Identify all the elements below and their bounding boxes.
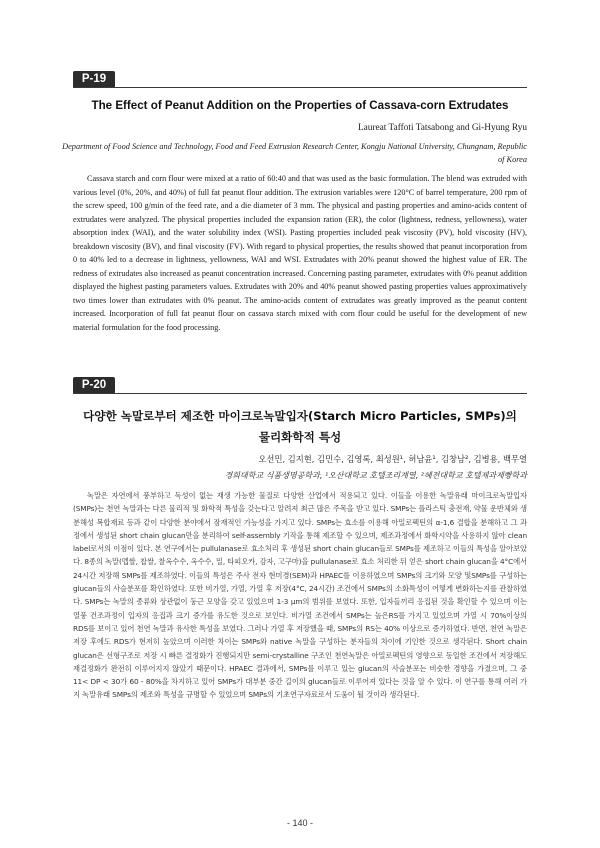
authors-p19: Laureat Taffoti Tatsabong and Gi-Hyung Ryu bbox=[358, 123, 527, 133]
abstract-badge-p20: P-20 bbox=[73, 377, 115, 394]
authors-p20: 오선민, 김지현, 김민수, 김영록, 최성원¹, 허남윤¹, 김창남², 김병용, 백무열 bbox=[258, 454, 527, 464]
section-divider bbox=[73, 87, 527, 88]
abstract-badge-p19: P-19 bbox=[73, 71, 115, 88]
abstract-title-p20-line2: 물리화학적 특성 bbox=[258, 430, 342, 444]
page-number: - 140 - bbox=[286, 818, 313, 828]
abstract-title-p19: The Effect of Peanut Addition on the Properties of Cassava-corn Extrudates bbox=[91, 99, 509, 112]
abstract-body-p20: 녹말은 자연에서 풍부하고 독성이 없는 재생 가능한 물질로 다양한 산업에서 적용되고 있다. 이들을 이용한 녹말유래 마이크로녹말입자(SMPs)는 천연 녹말과는 다른 물리적 및 화학적 특성을 갖는다고 알려져 최근 많은 주목을 받고 있다. SMPs는 플라스틱 충전재, 약물 운반체와 생분해성 복합재료 등과 같이 다양한 분야에서 잠재적인 가능성을 가지고 있다. SMPs는 효소를 이용해 아밀로펙틴의 α-1,6 결합을 분해하고 그 과정에서 생성된 short chain glucan만을 분리하여 self-assembly 기작을 통해 제조할 수 있으며, 제조과정에서 화학시약을 사용하지 않아 clean label로서의 이점이 있다. 본 연구에서는 pullulanase로 효소처리 후 생성된 short chain glucan들로 SMPs를 제조하고 이들의 특성을 알아보았다. 8종의 녹말(멥쌀, 찹쌀, 찰옥수수, 옥수수, 밀, 타피오카, 감자, 고구마)을 pullulanase로 효소 처리한 뒤 얻은 short chain glucan을 4°C에서 24시간 저장해 SMPs를 제조하였다. 이들의 특성은 주사 전자 현미경(SEM)과 HPAEC를 이용하였으며 SMPs의 크기와 모양 및SMPs를 구성하는 glucan들의 사슬분포를 확인하였다. 또한 비가열, 가열, 가열 후 저장(4°C, 24시간) 조건에서 SMPs의 소화특성이 어떻게 변화하는지를 관찰하였다. SMPs는 녹말의 종류와 상관없이 둥근 모양을 갖고 있었으며 1-3 μm의 범위를 보였다. 또한, 입자들끼리 응집된 것을 확인할 수 있으며 이는열풍 건조과정이 입자의 응집과 크기 증가를 유도한 것으로 보인다. 비가열 조건에서 SMPs는 높은RS를 가지고 있었으며 가열 시 70%이상의 RDS를 보이고 있어 천연 녹말과 유사한 특성을 보였다. 그러나 가열 후 저장했을 때, SMPs의 RS는 40% 이상으로 증가하였다. 반면, 천연 녹말은 저장 후에도 RDS가 현저히 높았으며 이러한 차이는 SMPs와 native 녹말을 구성하는 분자들의 차이에 기인한 것으로 생각된다. Short chain glucan은 선형구조로 저장 시 빠른 결정화가 진행되지만 semi-crystalline 구조인 천연녹말은 아밀로펙틴의 영향으로 동일한 조건에서 저장해도 재결정화가 완전히 이루어지지 않았기 때문이다. HPAEC 결과에서, SMPs를 이루고 있는 glucan의 사슬분포는 비슷한 경향을 가졌으며, 그 중 11< DP < 30가 60 - 80%을 차지하고 있어 SMPs가 대부분 중간 길이의 glucan들로 이루어져 있다는 것을 알 수 있다. 이 연구를 통해 여러 가지 녹말유래 SMPs의 제조와 특성을 규명할 수 있었으며 SMPs의 기초연구자료로서 도움이 될 것이라 생각된다. bbox=[73, 491, 527, 700]
affiliation-p19: Department of Food Science and Technology, Food and Feed Extrusion Research Center, Kongju National University, Chungnam, Republic of Korea bbox=[62, 142, 527, 164]
affiliation-p20: 경희대학교 식품생명공학과, ¹오산대학교 호텔조리계열, ²혜전대학교 호텔제과제빵학과 bbox=[224, 471, 527, 480]
abstract-body-p19: Cassava starch and corn flour were mixed at a ratio of 60:40 and that was used as the basic formulation. The blend was extruded with various level (0%, 20%, and 40%) of full fat peanut flour addition. The extrusion variables were 120°C of barrel temperature, 200 rpm of the screw speed, 100 g/min of the feed rate, and a die diameter of 3 mm. The physical and pasting properties and amino-acids content of extrudates were analyzed. The physical properties included the expansion ration (ER), the color (lightness, redness, yellowness), water absorption index (WAI), and the water solubility index (WSI). Pasting properties included peak viscosity (PV), hold viscosity (HV), breakdown viscosity (BV), and final viscosity (FV). With regard to physical properties, the results showed that peanut incorporation from 0 to 40% led to a decrease in lightness, yellowness, WAI and WSI. Extrudates with 20% peanut showed the highest value of ER. The redness of extrudates also increased as peanut concentration increased. Concerning pasting parameter, extrudates with 0% peanut addition displayed the highest pasting parameters values. Extrudates with 20% and 40% peanut showed pasting properties values approximatively two times lower than extrudates with 0% peanut. The amino-acids content of extrudates was greatly improved as the peanut content increased. Incorporation of full fat peanut flour on cassava starch mixed with corn flour could be useful for the development of new material formulation for the food processing. bbox=[73, 174, 527, 332]
abstract-title-p20-line1: 다양한 녹말로부터 제조한 마이크로녹말입자(Starch Micro Particles, SMPs)의 bbox=[83, 409, 517, 423]
section-divider bbox=[73, 393, 527, 394]
